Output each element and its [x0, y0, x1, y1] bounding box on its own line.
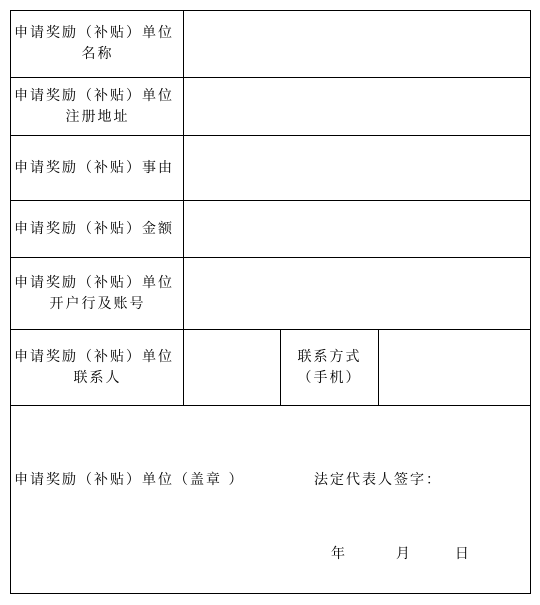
unit-name-label-line1: 申请奖励（补贴）单位: [14, 25, 174, 41]
unit-name-label-line2: 名称: [81, 46, 114, 62]
year-label: 年: [331, 546, 347, 562]
bank-account-label-line1: 申请奖励（补贴）单位: [14, 274, 174, 291]
contact-person-field[interactable]: [184, 330, 281, 406]
month-label: 月: [395, 546, 412, 562]
amount-label-line1: 申请奖励（补贴）金额: [14, 220, 174, 237]
bank-account-label-line2: 开户行及账号: [49, 295, 146, 312]
form-row-bank-account: [11, 258, 531, 330]
form-row-signature: [11, 406, 531, 594]
contact-phone-label-line1: 联系方式: [297, 348, 362, 365]
contact-person-label-line1: 申请奖励（补贴）单位: [14, 348, 174, 365]
application-form-table: [10, 10, 531, 594]
legal-representative-signature-label: 法定代表人签字：: [314, 472, 442, 488]
amount-field[interactable]: [184, 201, 531, 258]
bank-account-field[interactable]: [184, 258, 531, 330]
bank-account-label: [11, 258, 184, 330]
registered-address-label-line2: 注册地址: [65, 108, 130, 125]
reason-label: [11, 136, 184, 201]
signature-date: [331, 544, 471, 565]
contact-phone-field[interactable]: [379, 330, 531, 406]
registered-address-field[interactable]: [184, 78, 531, 136]
registered-address-label: [11, 78, 184, 136]
form-row-reason: [11, 136, 531, 201]
form-row-amount: [11, 201, 531, 258]
reason-field[interactable]: [184, 136, 531, 201]
signature-section: [11, 406, 531, 594]
unit-name-field[interactable]: [184, 11, 531, 78]
form-row-contact: [11, 330, 531, 406]
contact-phone-label: [281, 330, 379, 406]
contact-person-label-line2: 联系人: [73, 369, 122, 386]
amount-label: [11, 201, 184, 258]
form-row-unit-name: [11, 11, 531, 78]
day-label: 日: [454, 546, 471, 562]
registered-address-label-line1: 申请奖励（补贴）单位: [14, 87, 174, 104]
contact-phone-label-line2: （手机）: [297, 369, 362, 386]
reason-label-line1: 申请奖励（补贴）事由: [14, 159, 174, 176]
unit-seal-label: 申请奖励（补贴）单位（盖章 ）: [14, 472, 245, 488]
contact-person-label: [11, 330, 184, 406]
unit-name-label: [11, 11, 184, 78]
form-row-registered-address: [11, 78, 531, 136]
